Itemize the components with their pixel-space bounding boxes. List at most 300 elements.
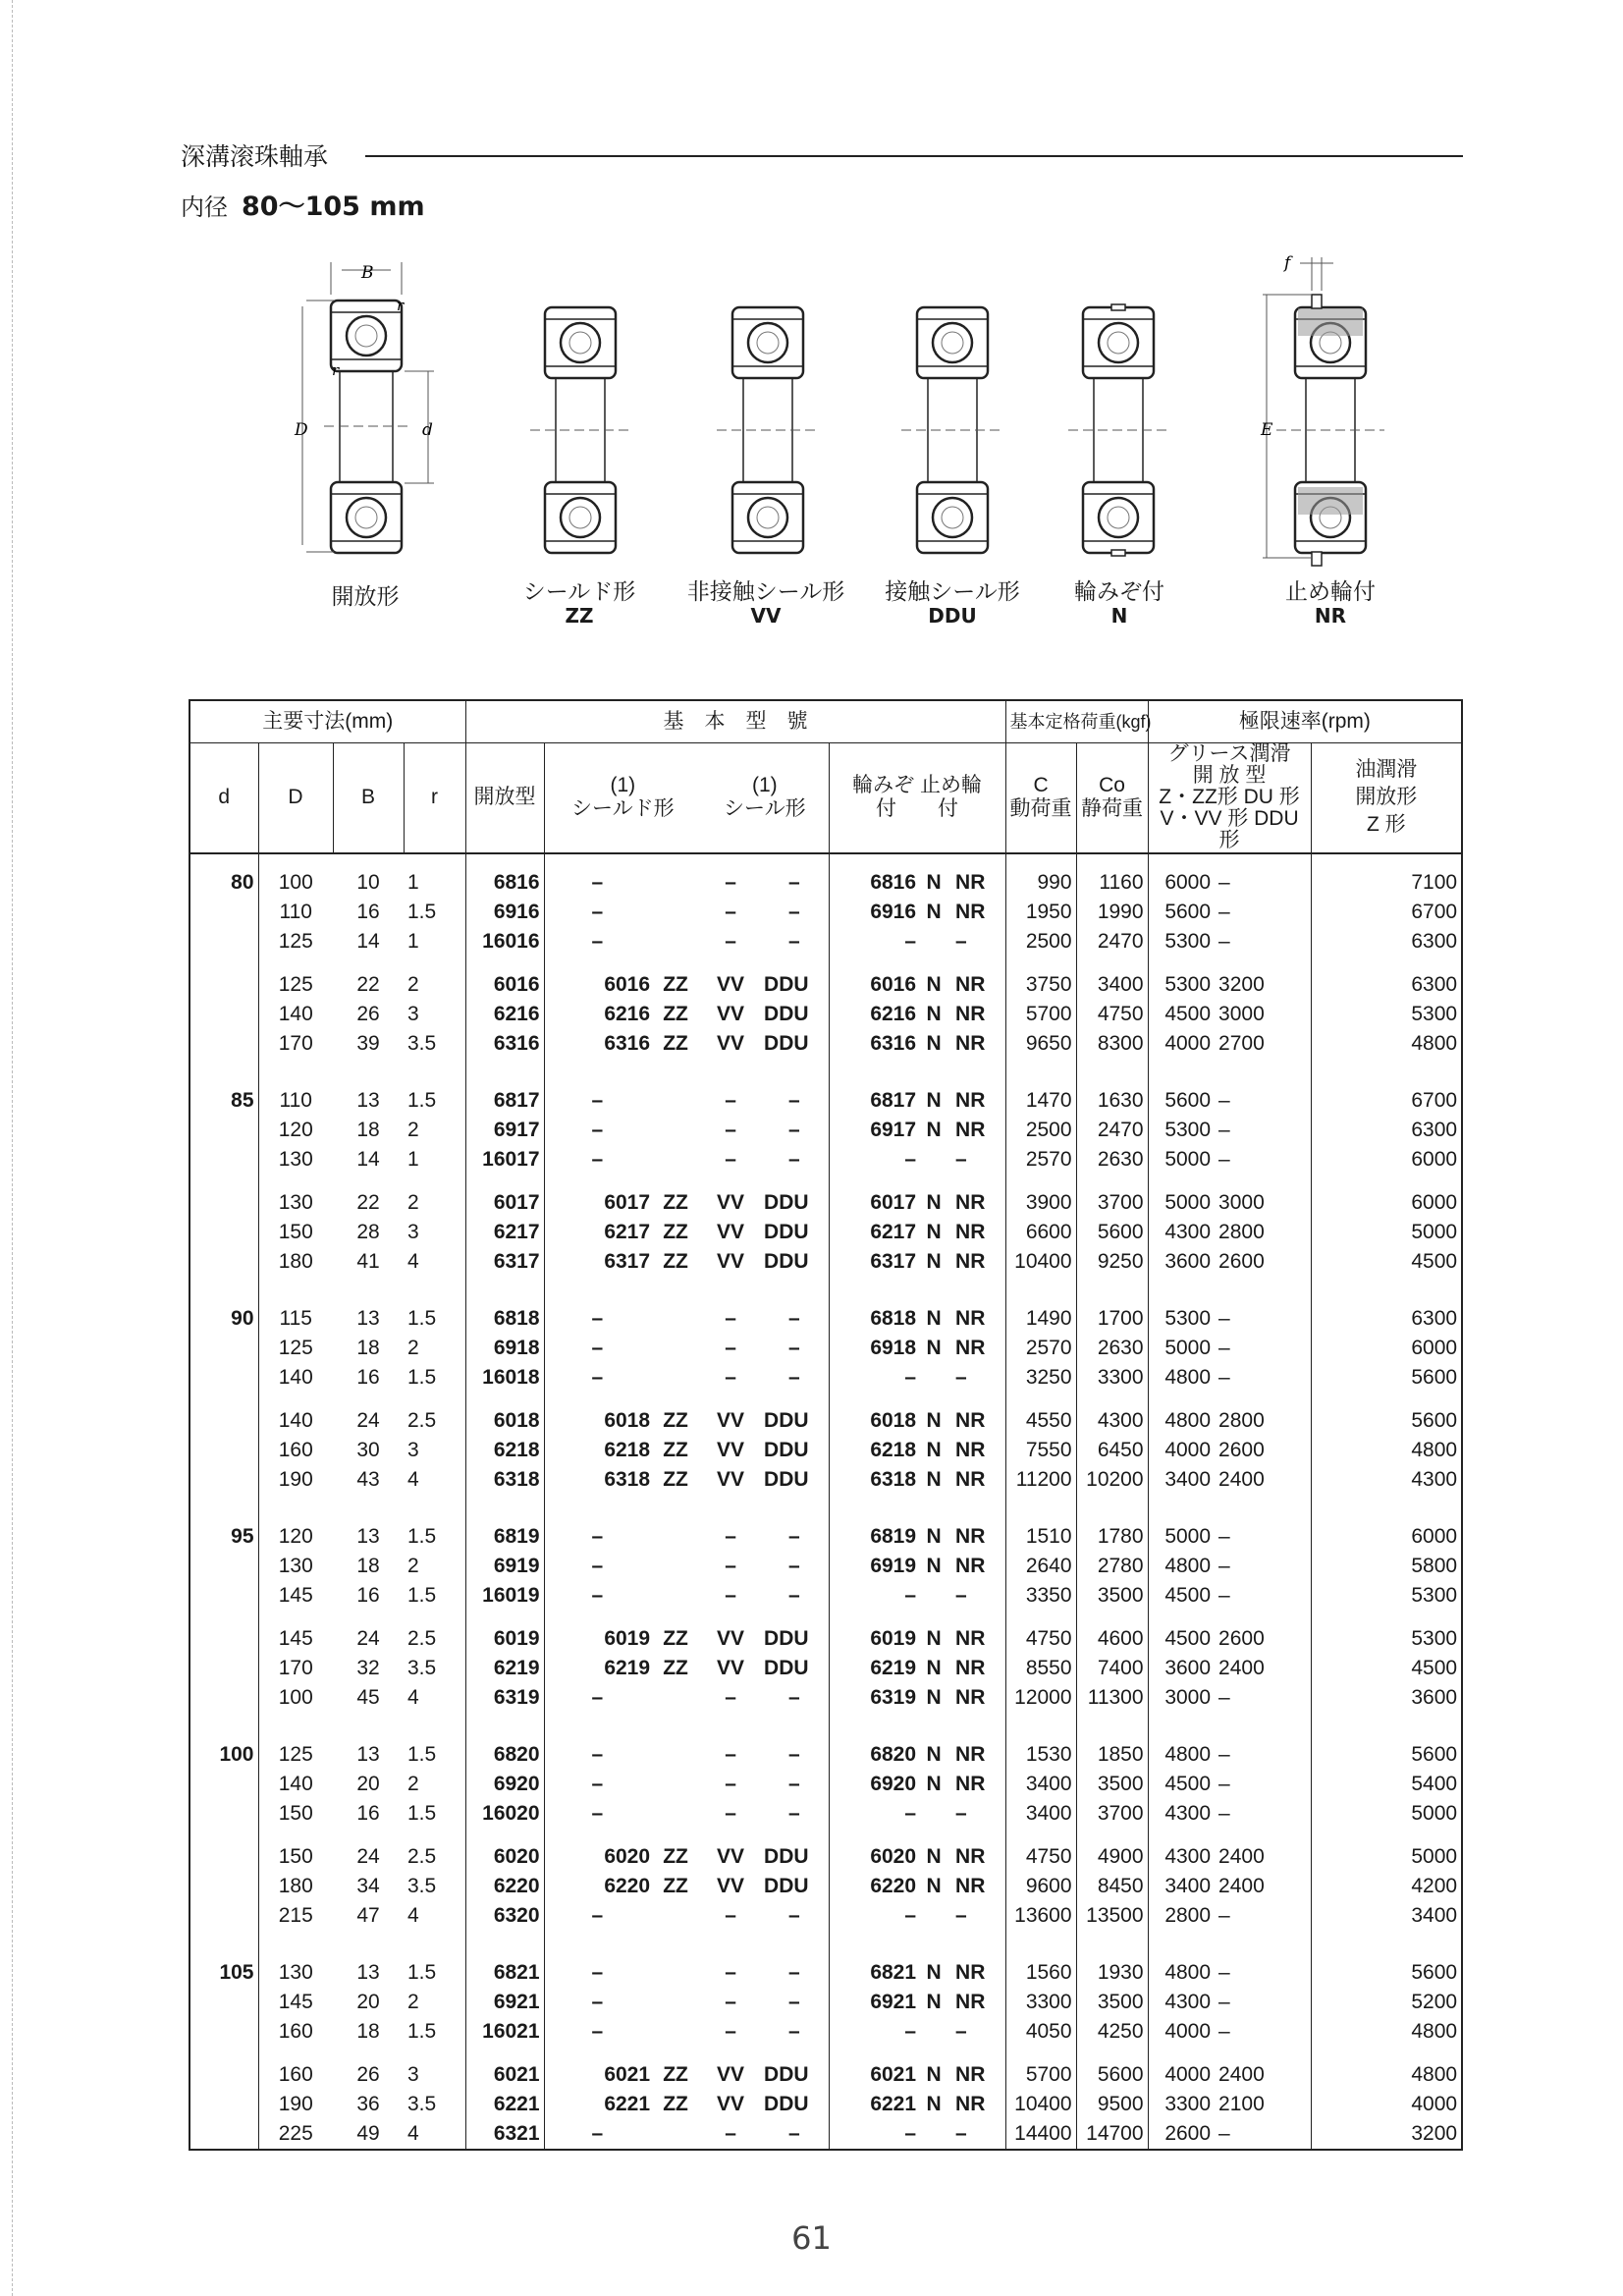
spacer-cell [760, 1726, 829, 1740]
cell-r: 3.5 [407, 1656, 437, 1679]
cell-groove-num: – [829, 1145, 916, 1175]
cell-groove-n: N [926, 1685, 942, 1709]
table-row [189, 1988, 1462, 2017]
cell-open: 6918 [465, 1334, 544, 1363]
spacer-cell [189, 1277, 258, 1290]
cell-blank [650, 1363, 701, 1393]
spacer-cell [1215, 1072, 1311, 1086]
spacer-cell [1076, 1611, 1148, 1624]
spacer-cell [1148, 1611, 1215, 1624]
spacer-cell [1311, 1495, 1462, 1508]
spacer-cell [544, 957, 650, 970]
bearing-diagrams [0, 0, 1623, 589]
spacer-cell [951, 957, 1005, 970]
cell-seal-vv: VV [717, 1031, 745, 1055]
cell-grease-open: 4500 [1148, 1581, 1215, 1611]
cell-C: 3400 [1005, 1770, 1076, 1799]
cell-Co: 1850 [1076, 1740, 1148, 1770]
cell-open: 6317 [465, 1247, 544, 1277]
cell-oil: 5000 [1311, 1799, 1462, 1829]
spacer-cell [951, 1829, 1005, 1842]
table-row [189, 868, 1462, 898]
cell-grease-open: 4800 [1148, 1363, 1215, 1393]
spacer-cell [650, 1611, 701, 1624]
spacer-cell [916, 1944, 951, 1958]
cell-seal-ddu: DDU [764, 1467, 809, 1491]
cell-shield: – [544, 898, 650, 927]
cell-grease-open: 4800 [1148, 1406, 1215, 1436]
cell-d [189, 2090, 258, 2119]
cell-oil: 5600 [1311, 1363, 1462, 1393]
table-row [189, 2017, 1462, 2047]
cell-r: 2.5 [407, 1844, 437, 1868]
cell-C: 9650 [1005, 1029, 1076, 1059]
spacer-cell [1076, 1277, 1148, 1290]
spacer-cell [465, 1059, 544, 1072]
cell-B: 16 [356, 1801, 380, 1825]
table-row [189, 1334, 1462, 1363]
spacer-cell [650, 1072, 701, 1086]
cell-seal-ddu: DDU [764, 1408, 809, 1432]
cell-grease-open: 4000 [1148, 1436, 1215, 1465]
cell-groove-num: – [829, 1799, 916, 1829]
cell-D: 125 [258, 1740, 333, 1770]
cell-seal-ddu: – [787, 1801, 800, 1825]
cell-open: 6320 [465, 1901, 544, 1931]
spacer-cell [404, 1072, 465, 1086]
spacer-cell [1148, 1726, 1215, 1740]
cell-seal-ddu: DDU [764, 1656, 809, 1679]
cell-seal-ddu: – [787, 1742, 800, 1766]
header-seal: (1) シール形 [701, 743, 829, 853]
cell-seal-ddu: DDU [764, 1438, 809, 1461]
spacer-cell [333, 1175, 404, 1188]
cell-ring-nr: – [955, 1583, 967, 1607]
cell-d [189, 1465, 258, 1495]
cell-r: 2 [407, 1990, 419, 2013]
spacer-row [189, 853, 1462, 868]
cell-Co: 1780 [1076, 1522, 1148, 1552]
cell-Co: 1160 [1076, 868, 1148, 898]
cell-d [189, 1145, 258, 1175]
spacer-cell [333, 1508, 404, 1522]
spacer-cell [1311, 1508, 1462, 1522]
cell-groove-num: – [829, 1363, 916, 1393]
spacer-cell [258, 957, 333, 970]
cell-groove-num: 6217 [829, 1218, 916, 1247]
spacer-cell [189, 1931, 258, 1944]
cell-shield-zz: ZZ [663, 1031, 688, 1055]
cell-grease-seal: – [1218, 900, 1230, 923]
cell-seal-ddu: – [787, 929, 800, 953]
cell-grease-seal: – [1218, 1583, 1230, 1607]
cell-C: 12000 [1005, 1683, 1076, 1713]
spacer-cell [1148, 1829, 1215, 1842]
cell-blank [650, 1581, 701, 1611]
table-row [189, 1872, 1462, 1901]
cell-blank [650, 868, 701, 898]
spacer-cell [701, 1726, 760, 1740]
spacer-cell [1076, 2047, 1148, 2060]
cell-D: 160 [258, 2017, 333, 2047]
spacer-cell [404, 1713, 465, 1726]
cell-d: 95 [189, 1522, 258, 1552]
cell-ring-nr: NR [955, 1524, 986, 1548]
spacer-cell [916, 1059, 951, 1072]
spacer-cell [333, 1290, 404, 1304]
cell-seal-vv: VV [717, 1626, 745, 1650]
header-groove-ring: 輪みぞ 止め輪 付 付 [829, 743, 1005, 853]
spacer-cell [333, 1072, 404, 1086]
cell-B: 20 [356, 1990, 380, 2013]
cell-grease-open: 5000 [1148, 1188, 1215, 1218]
header-B: B [333, 743, 404, 853]
cell-ring-nr: NR [955, 1874, 986, 1897]
table-row [189, 1304, 1462, 1334]
cell-B: 10 [356, 870, 380, 894]
spacer-cell [829, 1059, 916, 1072]
spacer-cell [650, 1713, 701, 1726]
cell-shield-num: 6221 [544, 2090, 650, 2119]
cell-seal-vv: VV [717, 1190, 745, 1214]
cell-B: 16 [356, 900, 380, 923]
cell-C: 1560 [1005, 1958, 1076, 1988]
spacer-cell [650, 1944, 701, 1958]
cell-ring-nr: NR [955, 1002, 986, 1025]
cell-r: 3.5 [407, 1031, 437, 1055]
spacer-row [189, 2047, 1462, 2060]
cell-Co: 8300 [1076, 1029, 1148, 1059]
cell-shield: – [544, 1522, 650, 1552]
cell-ring-nr: NR [955, 1408, 986, 1432]
cell-blank [650, 1304, 701, 1334]
cell-seal-ddu: – [787, 1990, 800, 2013]
cell-groove-n: N [926, 1960, 942, 1984]
table-row [189, 1436, 1462, 1465]
cell-groove-n: N [926, 1554, 942, 1577]
cell-seal-vv: – [725, 1801, 736, 1825]
spacer-cell [951, 1713, 1005, 1726]
cell-B: 30 [356, 1438, 380, 1461]
cell-seal-ddu: – [787, 1088, 800, 1112]
spacer-cell [1005, 853, 1076, 868]
cell-Co: 3300 [1076, 1363, 1148, 1393]
spacer-cell [258, 1508, 333, 1522]
cell-r: 4 [407, 1467, 419, 1491]
cell-C: 13600 [1005, 1901, 1076, 1931]
cell-grease-seal: 2400 [1218, 1467, 1265, 1491]
cell-grease-seal: 2800 [1218, 1408, 1265, 1432]
cell-shield: – [544, 1740, 650, 1770]
spec-table-body [189, 853, 1462, 2150]
cell-shield-zz: ZZ [663, 2062, 688, 2086]
cell-grease-seal: – [1218, 1990, 1230, 2013]
cell-d [189, 1000, 258, 1029]
cell-C: 5700 [1005, 1000, 1076, 1029]
cell-Co: 4750 [1076, 1000, 1148, 1029]
cell-ring-nr: NR [955, 1306, 986, 1330]
cell-seal-ddu: – [787, 1336, 800, 1359]
cell-seal-vv: – [725, 1990, 736, 2013]
cell-groove-num: 6219 [829, 1654, 916, 1683]
spacer-cell [544, 1175, 650, 1188]
page-number: 61 [791, 2219, 832, 2257]
cell-Co: 3500 [1076, 1770, 1148, 1799]
spacer-cell [1311, 1829, 1462, 1842]
spacer-cell [916, 1508, 951, 1522]
cell-seal-vv: VV [717, 1220, 745, 1243]
spacer-cell [465, 1713, 544, 1726]
cell-blank [650, 1901, 701, 1931]
spacer-cell [1005, 1175, 1076, 1188]
spacer-cell [1076, 1175, 1148, 1188]
spacer-cell [829, 957, 916, 970]
cell-shield: – [544, 1770, 650, 1799]
table-row [189, 2060, 1462, 2090]
spacer-cell [1148, 2047, 1215, 2060]
cell-d [189, 1683, 258, 1713]
cell-D: 115 [258, 1304, 333, 1334]
spacer-cell [829, 1072, 916, 1086]
cell-B: 16 [356, 1365, 380, 1389]
cell-ring-nr: – [955, 1147, 967, 1171]
cell-grease-open: 4000 [1148, 2017, 1215, 2047]
cell-shield-zz: ZZ [663, 1874, 688, 1897]
cell-d [189, 1901, 258, 1931]
spacer-row [189, 1713, 1462, 1726]
cell-Co: 2630 [1076, 1145, 1148, 1175]
cell-seal-ddu: – [787, 1554, 800, 1577]
spacer-cell [1148, 1393, 1215, 1406]
cell-D: 110 [258, 1086, 333, 1116]
cell-grease-seal: 2600 [1218, 1438, 1265, 1461]
cell-C: 11200 [1005, 1465, 1076, 1495]
cell-r: 3 [407, 1002, 419, 1025]
spacer-cell [760, 1277, 829, 1290]
cell-r: 3 [407, 1220, 419, 1243]
cell-shield-num: 6017 [544, 1188, 650, 1218]
cell-B: 28 [356, 1220, 380, 1243]
cell-ring-nr: NR [955, 972, 986, 996]
spacer-cell [650, 957, 701, 970]
spacer-cell [1076, 853, 1148, 868]
cell-groove-n: N [926, 1656, 942, 1679]
cell-ring-nr: NR [955, 1990, 986, 2013]
cell-oil: 6300 [1311, 970, 1462, 1000]
cell-groove-n: N [926, 1118, 942, 1141]
spacer-cell [760, 1829, 829, 1842]
spacer-cell [951, 1508, 1005, 1522]
cell-groove-n: N [926, 1306, 942, 1330]
cell-open: 6217 [465, 1218, 544, 1247]
header-shield: (1) シールド形 [544, 743, 701, 853]
header-D: D [258, 743, 333, 853]
cell-grease-open: 2800 [1148, 1901, 1215, 1931]
cell-seal-vv: VV [717, 1002, 745, 1025]
spacer-cell [189, 1393, 258, 1406]
cell-shield-zz: ZZ [663, 1002, 688, 1025]
mark-f: f [1284, 253, 1291, 273]
spacer-cell [1005, 1059, 1076, 1072]
cell-groove-n: N [926, 1742, 942, 1766]
spacer-cell [189, 1290, 258, 1304]
cell-C: 3250 [1005, 1363, 1076, 1393]
cell-ring-nr: NR [955, 1554, 986, 1577]
cell-open: 6020 [465, 1842, 544, 1872]
cell-seal-ddu: – [787, 1583, 800, 1607]
subtitle-label: 内径 [181, 193, 228, 221]
cell-B: 14 [356, 1147, 380, 1171]
cell-shield-zz: ZZ [663, 1656, 688, 1679]
cell-D: 160 [258, 1436, 333, 1465]
cell-ring-nr: NR [955, 1626, 986, 1650]
cell-grease-open: 6000 [1148, 868, 1215, 898]
table-row [189, 1581, 1462, 1611]
spacer-cell [544, 853, 650, 868]
diagram-label-vv: 非接触シール形 VV [686, 579, 845, 628]
cell-grease-seal: – [1218, 1088, 1230, 1112]
cell-blank [650, 2119, 701, 2150]
cell-groove-n: N [926, 1190, 942, 1214]
cell-shield-num: 6019 [544, 1624, 650, 1654]
spacer-cell [1311, 1713, 1462, 1726]
spacer-cell [1215, 1611, 1311, 1624]
spacer-cell [404, 1829, 465, 1842]
spacer-cell [1076, 957, 1148, 970]
cell-D: 225 [258, 2119, 333, 2150]
spacer-cell [404, 1059, 465, 1072]
table-row [189, 1247, 1462, 1277]
cell-grease-seal: – [1218, 1685, 1230, 1709]
cell-groove-num: 6221 [829, 2090, 916, 2119]
cell-shield: – [544, 1086, 650, 1116]
cell-C: 4550 [1005, 1406, 1076, 1436]
cell-ring-nr: – [951, 2119, 1005, 2150]
cell-groove-n: N [926, 1626, 942, 1650]
spacer-cell [1148, 1175, 1215, 1188]
cell-Co: 3400 [1076, 970, 1148, 1000]
cell-D: 140 [258, 1406, 333, 1436]
cell-groove-n: N [926, 1467, 942, 1491]
spacer-cell [829, 853, 916, 868]
cell-groove-n: N [926, 2092, 942, 2115]
diagram-seal-ddu [901, 306, 1003, 553]
cell-d [189, 2119, 258, 2150]
spacer-cell [1311, 1072, 1462, 1086]
cell-ring-nr: NR [955, 1031, 986, 1055]
spacer-cell [951, 1944, 1005, 1958]
cell-Co: 5600 [1076, 1218, 1148, 1247]
cell-d [189, 1218, 258, 1247]
cell-blank [650, 1683, 701, 1713]
spacer-cell [258, 1713, 333, 1726]
cell-B: 16 [356, 1583, 380, 1607]
cell-C: 2570 [1005, 1334, 1076, 1363]
cell-ring-nr: NR [955, 870, 986, 894]
spacer-cell [760, 1611, 829, 1624]
cell-D: 170 [258, 1654, 333, 1683]
spacer-cell [1005, 1726, 1076, 1740]
spacer-cell [1005, 2047, 1076, 2060]
cell-C: 3400 [1005, 1799, 1076, 1829]
spacer-cell [829, 1175, 916, 1188]
cell-ring-nr: – [955, 1365, 967, 1389]
cell-groove-n: N [926, 870, 942, 894]
cell-Co: 11300 [1076, 1683, 1148, 1713]
spacer-cell [465, 957, 544, 970]
cell-grease-open: 3400 [1148, 1872, 1215, 1901]
spacer-cell [465, 1393, 544, 1406]
cell-shield-num: 6018 [544, 1406, 650, 1436]
spacer-cell [465, 1290, 544, 1304]
spacer-cell [1311, 1290, 1462, 1304]
cell-Co: 6450 [1076, 1436, 1148, 1465]
cell-seal-ddu: – [787, 900, 800, 923]
cell-grease-open: 2600 [1148, 2119, 1215, 2150]
table-row [189, 1029, 1462, 1059]
spacer-cell [1076, 1059, 1148, 1072]
cell-d [189, 2017, 258, 2047]
spacer-cell [829, 1931, 916, 1944]
cell-shield-zz: ZZ [663, 1249, 688, 1273]
spacer-cell [1148, 1495, 1215, 1508]
cell-B: 34 [356, 1874, 380, 1897]
spacer-cell [465, 1175, 544, 1188]
table-row [189, 1958, 1462, 1988]
mark-r-outer: r [397, 297, 405, 314]
cell-shield-zz: ZZ [663, 2092, 688, 2115]
spacer-row [189, 1726, 1462, 1740]
cell-grease-open: 3600 [1148, 1654, 1215, 1683]
spacer-row [189, 1072, 1462, 1086]
spacer-cell [1076, 1944, 1148, 1958]
cell-B: 24 [356, 1844, 380, 1868]
cell-C: 3900 [1005, 1188, 1076, 1218]
cell-seal-ddu: – [787, 1147, 800, 1171]
spacer-cell [650, 1726, 701, 1740]
subtitle-range: 80～105 mm [242, 191, 425, 222]
spacer-cell [1005, 1944, 1076, 1958]
spacer-cell [258, 1059, 333, 1072]
cell-groove-num: 6917 [829, 1116, 916, 1145]
cell-B: 24 [356, 1626, 380, 1650]
cell-grease-open: 3600 [1148, 1247, 1215, 1277]
cell-C: 1950 [1005, 898, 1076, 927]
spacer-cell [333, 957, 404, 970]
cell-grease-seal: – [1218, 1336, 1230, 1359]
cell-C: 14400 [1005, 2119, 1076, 2150]
mark-r-inner: r [332, 361, 340, 379]
spacer-cell [701, 1290, 760, 1304]
spacer-cell [1311, 1726, 1462, 1740]
spacer-cell [1215, 1175, 1311, 1188]
cell-D: 145 [258, 1581, 333, 1611]
spacer-cell [465, 1944, 544, 1958]
cell-d [189, 1581, 258, 1611]
spacer-cell [1148, 853, 1215, 868]
spacer-cell [829, 1944, 916, 1958]
cell-open: 6816 [465, 868, 544, 898]
cell-shield: – [544, 2119, 650, 2150]
spacer-cell [829, 1726, 916, 1740]
cell-grease-open: 3000 [1148, 1683, 1215, 1713]
cell-grease-seal: – [1218, 1742, 1230, 1766]
spacer-cell [1005, 957, 1076, 970]
spacer-cell [258, 1393, 333, 1406]
cell-oil: 6300 [1311, 1116, 1462, 1145]
table-row [189, 970, 1462, 1000]
cell-ring-nr: NR [955, 2062, 986, 2086]
